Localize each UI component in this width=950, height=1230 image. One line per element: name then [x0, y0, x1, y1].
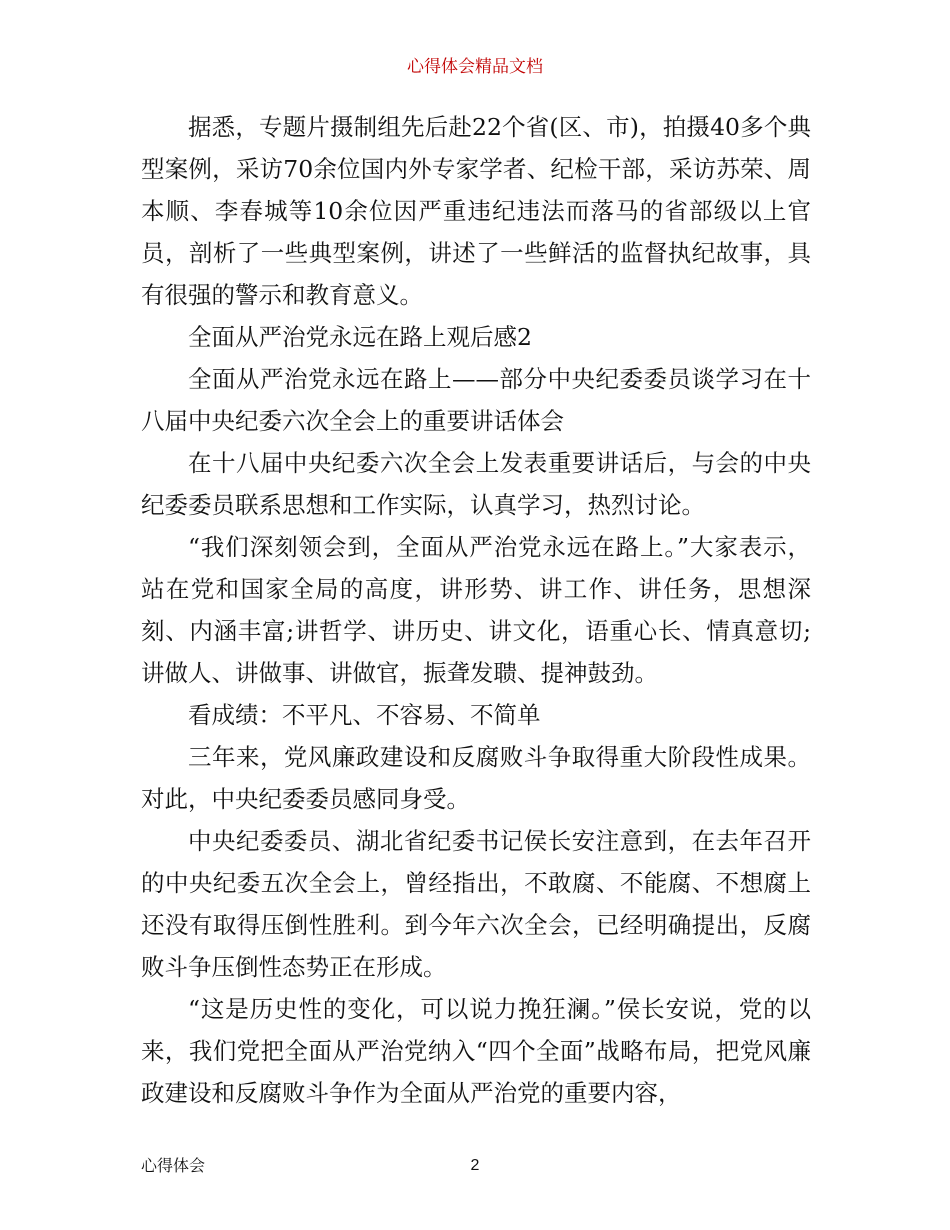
section-title: 全面从严治党永远在路上观后感2	[188, 323, 532, 351]
subheading: 看成绩：不平凡、不容易、不简单	[188, 701, 541, 729]
paragraph: 中央纪委委员、湖北省纪委书记侯长安注意到，在去年召开的中央纪委五次全会上，曾经指出，不敢腐、不能腐、不想腐上还没有取得压倒性胜利。到今年六次全会，已经明确提出，反腐败斗争压倒性态势正在形成。	[141, 827, 811, 981]
paragraph: “这是历史性的变化，可以说力挽狂澜。”侯长安说，党的以来，我们党把全面从严治党纳入“四个全面”战略布局，把党风廉政建设和反腐败斗争作为全面从严治党的重要内容，	[141, 995, 811, 1107]
document-body	[141, 106, 811, 1114]
article-title: 全面从严治党永远在路上——部分中央纪委委员谈学习在十八届中央纪委六次全会上的重要讲话体会	[141, 365, 811, 435]
paragraph: 三年来，党风廉政建设和反腐败斗争取得重大阶段性成果。对此，中央纪委委员感同身受。	[141, 743, 811, 813]
footer-label: 心得体会	[141, 1156, 206, 1175]
paragraph: “我们深刻领会到，全面从严治党永远在路上。”大家表示，站在党和国家全局的高度，讲形势、讲工作、讲任务，思想深刻、内涵丰富;讲哲学、讲历史、讲文化，语重心长、情真意切;讲做人、讲做事、讲做官，振聋发聩、提神鼓劲。	[141, 533, 811, 687]
paragraph: 在十八届中央纪委六次全会上发表重要讲话后，与会的中央纪委委员联系思想和工作实际，认真学习，热烈讨论。	[141, 449, 811, 519]
page-header-title: 心得体会精品文档	[407, 57, 543, 77]
page-number: 2	[470, 1157, 480, 1174]
paragraph: 据悉，专题片摄制组先后赴22个省(区、市)，拍摄40多个典型案例，采访70余位国内外专家学者、纪检干部，采访苏荣、周本顺、李春城等10余位因严重违纪违法而落马的省部级以上官员，剖析了一些典型案例，讲述了一些鲜活的监督执纪故事，具有很强的警示和教育意义。	[141, 113, 811, 309]
